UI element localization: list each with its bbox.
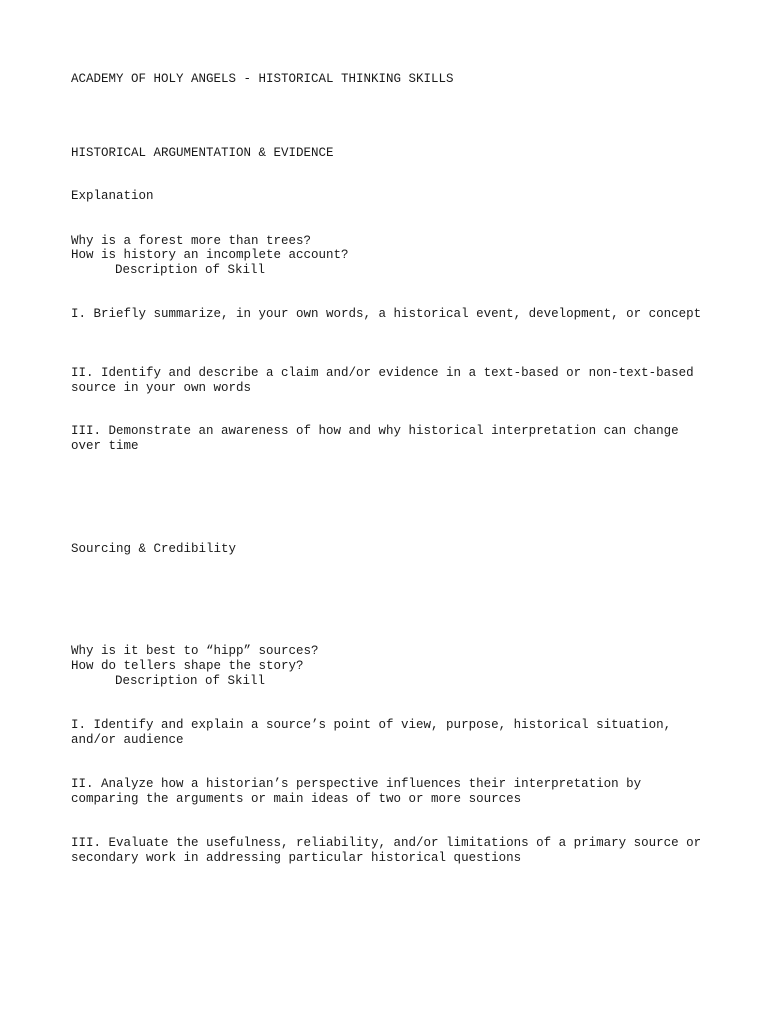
section-heading: HISTORICAL ARGUMENTATION & EVIDENCE (71, 146, 334, 160)
explanation-item-3: III. Demonstrate an awareness of how and why historical interpretation can change over time (71, 424, 687, 453)
sourcing-item-1: I. Identify and explain a source’s point of view, purpose, historical situation, and/or audience (71, 718, 679, 747)
document-title: ACADEMY OF HOLY ANGELS - HISTORICAL THINKING SKILLS (71, 72, 454, 86)
sourcing-item-2: II. Analyze how a historian’s perspective influences their interpretation by comparing the arguments or main ideas of two or more sources (71, 777, 649, 806)
explanation-question-2: How is history an incomplete account? (71, 248, 349, 262)
sourcing-heading: Sourcing & Credibility (71, 542, 237, 556)
explanation-question-1: Why is a forest more than trees? (71, 234, 312, 248)
explanation-item-2: II. Identify and describe a claim and/or evidence in a text-based or non-text-based source in your own words (71, 366, 702, 395)
sourcing-description-label: Description of Skill (115, 674, 266, 688)
sourcing-question-2: How do tellers shape the story? (71, 659, 304, 673)
sourcing-question-1: Why is it best to “hipp” sources? (71, 644, 319, 658)
explanation-description-label: Description of Skill (115, 263, 266, 277)
explanation-item-1: I. Briefly summarize, in your own words, a historical event, development, or concept (71, 307, 702, 321)
sourcing-item-3: III. Evaluate the usefulness, reliability, and/or limitations of a primary source or secondary work in addressing particular historical questions (71, 836, 709, 865)
explanation-heading: Explanation (71, 189, 154, 203)
